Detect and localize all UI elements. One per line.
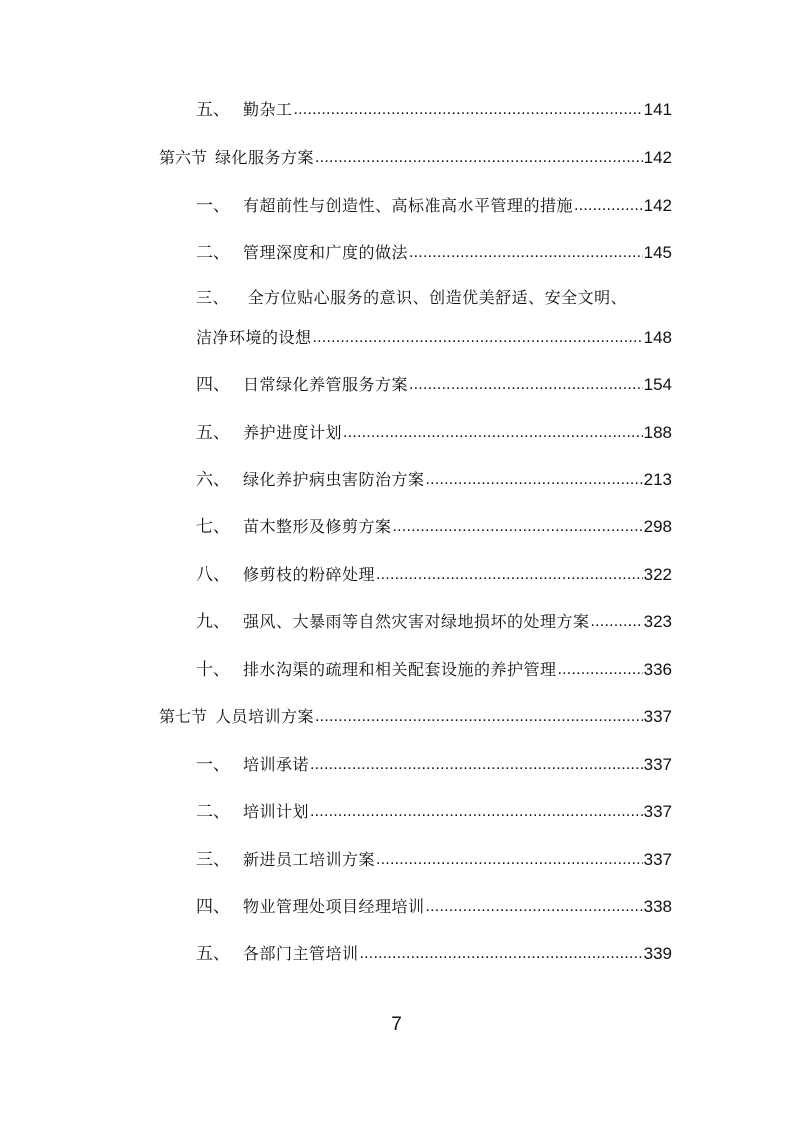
- entry-number: 四、: [196, 897, 230, 916]
- toc-entry-wrapped-line1[interactable]: [196, 288, 627, 308]
- dot-leader: [315, 707, 643, 727]
- entry-page: 322: [643, 565, 672, 584]
- entry-page: 338: [643, 897, 672, 916]
- entry-number: 八、: [196, 565, 230, 584]
- section-number: 第七节: [159, 707, 208, 726]
- toc-entry[interactable]: [196, 846, 672, 870]
- section-title: 绿化服务方案: [215, 148, 315, 167]
- entry-number: 五、: [196, 944, 230, 963]
- entry-title: 绿化养护病虫害防治方案: [243, 470, 425, 489]
- toc-entry-section[interactable]: [159, 703, 672, 727]
- entry-page: 337: [643, 755, 672, 774]
- entry-page: 337: [643, 707, 672, 726]
- toc-entry[interactable]: [196, 192, 672, 216]
- dot-leader: [426, 470, 643, 490]
- entry-number: 三、: [196, 288, 230, 307]
- dot-leader: [313, 328, 643, 348]
- entry-page: 213: [643, 470, 672, 489]
- dot-leader: [376, 565, 643, 585]
- dot-leader: [310, 755, 643, 775]
- dot-leader: [315, 148, 643, 168]
- toc-entry[interactable]: [196, 371, 672, 395]
- entry-title: 物业管理处项目经理培训: [243, 897, 425, 916]
- entry-title: 有超前性与创造性、高标准高水平管理的措施: [243, 196, 574, 215]
- toc-entry[interactable]: [196, 608, 672, 632]
- toc-entry[interactable]: [196, 96, 672, 120]
- entry-page: 154: [643, 375, 672, 394]
- entry-title-line2: 洁净环境的设想: [196, 328, 312, 347]
- toc-entry[interactable]: [196, 419, 672, 443]
- entry-page: 142: [643, 148, 672, 167]
- toc-entry[interactable]: [196, 239, 672, 263]
- entry-number: 二、: [196, 802, 230, 821]
- entry-page: 188: [643, 423, 672, 442]
- entry-page: 142: [643, 196, 672, 215]
- toc-entry[interactable]: [196, 893, 672, 917]
- entry-title-line1: 全方位贴心服务的意识、创造优美舒适、安全文明、: [247, 288, 628, 307]
- entry-page: 337: [643, 802, 672, 821]
- entry-number: 四、: [196, 375, 230, 394]
- dot-leader: [294, 100, 643, 120]
- entry-title: 培训承诺: [243, 755, 310, 774]
- entry-number: 六、: [196, 470, 230, 489]
- toc-entry-section[interactable]: [159, 144, 672, 168]
- dot-leader: [426, 897, 643, 917]
- entry-title: 日常绿化养管服务方案: [243, 375, 409, 394]
- dot-leader: [409, 243, 643, 263]
- entry-title: 新进员工培训方案: [243, 850, 376, 869]
- entry-number: 一、: [196, 196, 230, 215]
- dot-leader: [574, 196, 643, 216]
- toc-entry-wrapped-line2[interactable]: [196, 324, 672, 348]
- entry-number: 一、: [196, 755, 230, 774]
- dot-leader: [591, 612, 643, 632]
- entry-page: 298: [643, 517, 672, 536]
- entry-page: 145: [643, 243, 672, 262]
- entry-number: 九、: [196, 612, 230, 631]
- entry-title: 培训计划: [243, 802, 310, 821]
- toc-entry[interactable]: [196, 466, 672, 490]
- dot-leader: [376, 850, 643, 870]
- section-number: 第六节: [159, 148, 208, 167]
- dot-leader: [310, 802, 643, 822]
- entry-title: 苗木整形及修剪方案: [243, 517, 392, 536]
- entry-page: 323: [643, 612, 672, 631]
- entry-page: 141: [643, 100, 672, 119]
- entry-title: 管理深度和广度的做法: [243, 243, 409, 262]
- toc-entry[interactable]: [196, 940, 672, 964]
- entry-title: 养护进度计划: [243, 423, 343, 442]
- entry-title: 修剪枝的粉碎处理: [243, 565, 376, 584]
- toc-entry[interactable]: [196, 656, 672, 680]
- dot-leader: [393, 517, 643, 537]
- entry-page: 339: [643, 944, 672, 963]
- toc-entry[interactable]: [196, 798, 672, 822]
- entry-number: 五、: [196, 100, 230, 119]
- entry-title: 强风、大暴雨等自然灾害对绿地损坏的处理方案: [243, 612, 590, 631]
- section-title: 人员培训方案: [215, 707, 315, 726]
- entry-number: 十、: [196, 660, 230, 679]
- entry-number: 二、: [196, 243, 230, 262]
- toc-entry[interactable]: [196, 561, 672, 585]
- entry-page: 336: [643, 660, 672, 679]
- entry-number: 三、: [196, 850, 230, 869]
- entry-title: 各部门主管培训: [243, 944, 359, 963]
- entry-title: 勤杂工: [243, 100, 293, 119]
- entry-number: 七、: [196, 517, 230, 536]
- toc-entry[interactable]: [196, 513, 672, 537]
- entry-number: 五、: [196, 423, 230, 442]
- dot-leader: [409, 375, 643, 395]
- dot-leader: [343, 423, 643, 443]
- dot-leader: [360, 944, 643, 964]
- entry-page: 148: [643, 328, 672, 347]
- page-number: 7: [391, 1014, 402, 1035]
- toc-entry[interactable]: [196, 751, 672, 775]
- dot-leader: [558, 660, 643, 680]
- entry-title: 排水沟渠的疏理和相关配套设施的养护管理: [243, 660, 557, 679]
- entry-page: 337: [643, 850, 672, 869]
